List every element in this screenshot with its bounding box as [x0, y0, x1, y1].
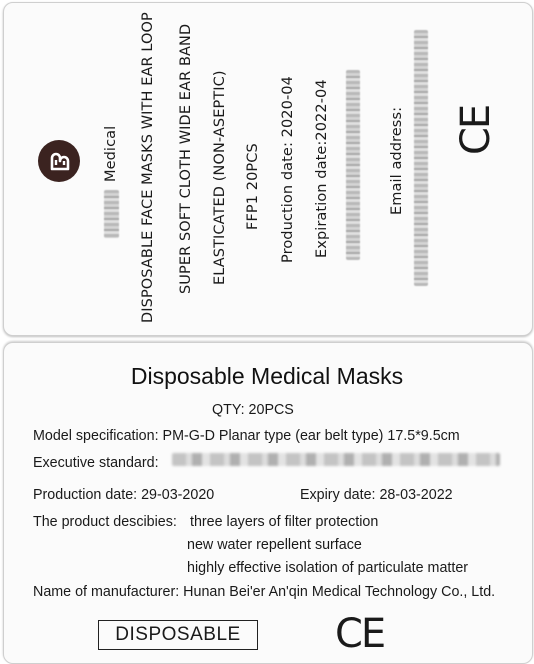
top-label-panel: [3, 2, 533, 336]
production-date-text: Production date: 29-03-2020: [33, 487, 215, 503]
model-spec-text: Model specification: PM-G-D Planar type (ear belt type) 17.5*9.5cm: [33, 428, 460, 444]
production-date-vertical: Production date: 2020-04: [280, 76, 296, 263]
disposable-badge: DISPOSABLE: [98, 620, 258, 650]
page-title: Disposable Medical Masks: [130, 363, 404, 389]
ce-mark-bottom: CE: [335, 611, 385, 657]
product-desc-1: three layers of filter protection: [190, 514, 379, 530]
manufacturer-text: Name of manufacturer: Hunan Bei'er An'qin Medical Technology Co., Ltd.: [33, 584, 496, 600]
email-label-vertical: Email address:: [389, 106, 405, 215]
bottom-label-panel: [3, 342, 533, 664]
product-desc-3: highly effective isolation of particulate matter: [187, 560, 469, 576]
product-desc-2: new water repellent surface: [187, 537, 362, 553]
brand-medical-text: Medical: [103, 125, 119, 182]
exec-standard-label: Executive standard:: [33, 455, 159, 471]
expiry-date-text: Expiry date: 28-03-2022: [300, 487, 453, 503]
redacted-info-column: [346, 70, 360, 260]
redacted-exec-standard: [172, 453, 500, 466]
brand-logo-icon: [38, 140, 80, 182]
qty-text: QTY: 20PCS: [212, 402, 294, 418]
product-line-3: ELASTICATED (NON-ASEPTIC): [212, 70, 228, 285]
redacted-email: [414, 30, 428, 286]
product-line-qty: FFP1 20PCS: [245, 143, 261, 230]
expiration-date-vertical: Expiration date:2022-04: [314, 79, 330, 258]
product-desc-label: The product descibies:: [33, 514, 177, 530]
redacted-brand-name: [104, 190, 119, 238]
product-line-1: DISPOSABLE FACE MASKS WITH EAR LOOP: [140, 12, 156, 323]
ce-mark-top: CE: [453, 105, 499, 155]
product-line-2: SUPER SOFT CLOTH WIDE EAR BAND: [178, 23, 194, 294]
